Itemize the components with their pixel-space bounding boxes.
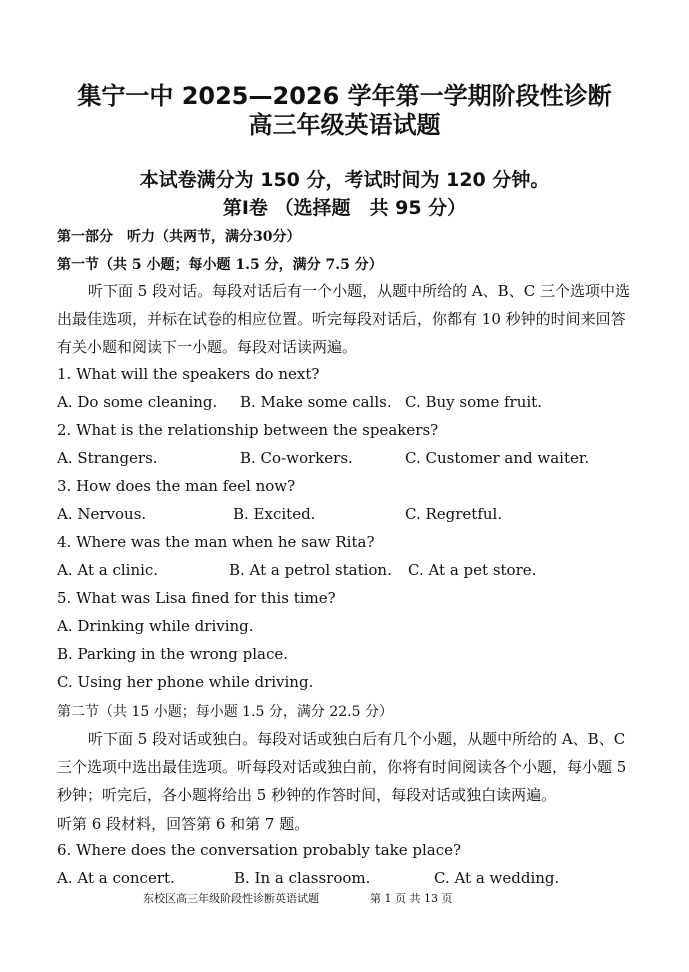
section2-instructions: 听下面 5 段对话或独白。每段对话或独白后有几个小题，从题中所给的 A、B、C 三个选项中选出最佳选项。听每段对话或独白前，你将有时间阅读各个小题，每小题 5 秒钟；听完后，各小题将给出 5 秒钟的作答时间，每段对话或独白读两遍。	[57, 730, 627, 804]
question-5-option-c: C. Using her phone while driving.	[57, 673, 314, 691]
question-5-option-b: B. Parking in the wrong place.	[57, 645, 289, 663]
question-6-stem: 6. Where does the conversation probably take place?	[57, 841, 462, 859]
question-5-option-a: A. Drinking while driving.	[57, 617, 254, 635]
section2-heading: 第二节（共 15 小题；每小题 1.5 分，满分 22.5 分）	[57, 704, 393, 720]
footer-school-text: 东校区高三年级阶段性诊断英语试题	[143, 892, 319, 905]
part1-heading: 第一部分 听力（共两节，满分30分）	[57, 229, 301, 245]
question-2-stem: 2. What is the relationship between the speakers?	[57, 421, 439, 439]
footer-page-number: 第 1 页 共 13 页	[370, 892, 453, 905]
exam-title-line1: 集宁一中 2025—2026 学年第一学期阶段性诊断	[77, 82, 612, 110]
question-3-option-c: C. Regretful.	[405, 505, 503, 523]
question-3-option-b: B. Excited.	[233, 505, 316, 523]
question-3-stem: 3. How does the man feel now?	[57, 477, 296, 495]
question-6-option-b: B. In a classroom.	[234, 869, 371, 887]
volume-title: 第I卷 （选择题 共 95 分）	[222, 197, 467, 219]
section1-heading: 第一节（共 5 小题；每小题 1.5 分，满分 7.5 分）	[57, 257, 383, 273]
question-3-option-a: A. Nervous.	[57, 505, 147, 523]
question-4-option-a: A. At a clinic.	[57, 561, 159, 579]
section1-instructions: 听下面 5 段对话。每段对话后有一个小题，从题中所给的 A、B、C 三个选项中选出最佳选项，并标在试卷的相应位置。听完每段对话后，你都有 10 秒钟的时间来回答有关小题和阅读下一小题。每段对话读两遍。	[57, 282, 630, 356]
question-2-option-b: B. Co-workers.	[240, 449, 353, 467]
exam-title-line2: 高三年级英语试题	[248, 111, 441, 139]
question-2-option-a: A. Strangers.	[57, 449, 158, 467]
question-2-option-c: C. Customer and waiter.	[405, 449, 590, 467]
question-4-option-b: B. At a petrol station.	[229, 561, 392, 579]
question-4-stem: 4. Where was the man when he saw Rita?	[57, 533, 375, 551]
exam-info: 本试卷满分为 150 分，考试时间为 120 分钟。	[139, 169, 550, 191]
question-4-option-c: C. At a pet store.	[408, 561, 537, 579]
question-1-option-c: C. Buy some fruit.	[405, 393, 542, 411]
section2-material-note: 听第 6 段材料，回答第 6 和第 7 题。	[57, 815, 310, 833]
question-1-option-a: A. Do some cleaning.	[57, 393, 218, 411]
question-1-stem: 1. What will the speakers do next?	[57, 365, 320, 383]
question-5-stem: 5. What was Lisa fined for this time?	[57, 589, 336, 607]
question-1-option-b: B. Make some calls.	[240, 393, 392, 411]
question-6-option-c: C. At a wedding.	[434, 869, 560, 887]
question-6-option-a: A. At a concert.	[57, 869, 175, 887]
